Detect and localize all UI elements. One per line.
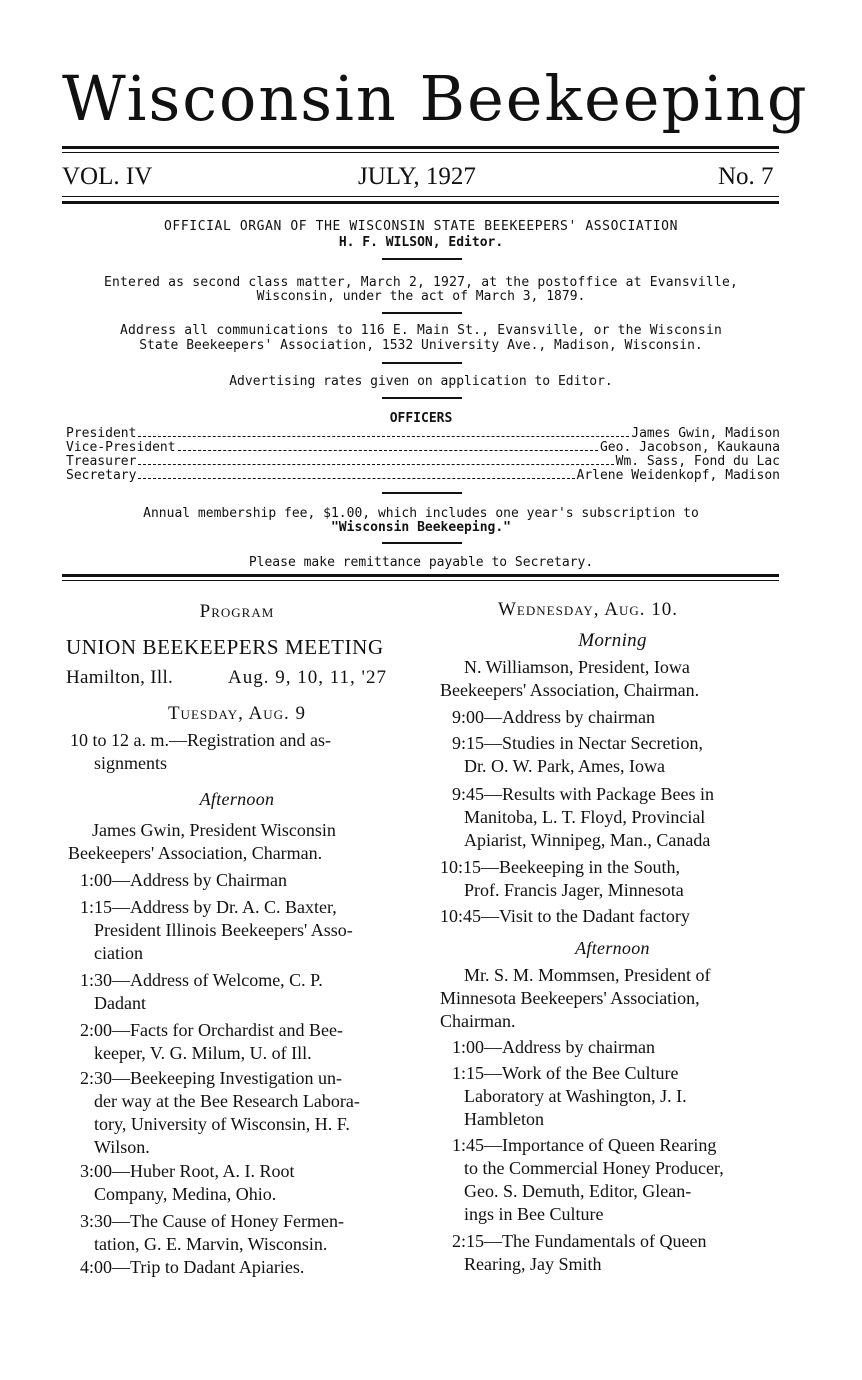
entry-line: Beekeepers' Association, Charman. bbox=[68, 843, 323, 863]
entry-line: Company, Medina, Ohio. bbox=[94, 1184, 277, 1204]
tuesday-heading: Tuesday, Aug. 9 bbox=[167, 703, 307, 724]
entry-line: Laboratory at Washington, J. I. bbox=[464, 1086, 687, 1106]
advertising-line: Advertising rates given on application to Editor. bbox=[229, 374, 613, 389]
issue-number: No. 7 bbox=[718, 163, 774, 190]
program-heading: Program bbox=[199, 601, 275, 622]
program-item bbox=[80, 1019, 343, 1065]
entry-line: 10:15—Beekeeping in the South, bbox=[440, 857, 680, 877]
entry-line: James Gwin, President Wisconsin bbox=[92, 820, 336, 840]
official-organ-line: OFFICIAL ORGAN OF THE WISCONSIN STATE BEEKEEPERS' ASSOCIATION bbox=[163, 219, 679, 234]
officer-row bbox=[66, 441, 780, 454]
program-item bbox=[452, 732, 703, 778]
program-item bbox=[80, 896, 353, 965]
entry-line: ciation bbox=[94, 943, 143, 963]
program-item bbox=[80, 969, 323, 1015]
officer-name: Arlene Weidenkopf, Madison bbox=[576, 468, 780, 483]
entry-line: ings in Bee Culture bbox=[464, 1204, 604, 1224]
entry-line: der way at the Bee Research Labora- bbox=[94, 1091, 360, 1111]
meeting-heading: UNION BEEKEEPERS MEETING bbox=[66, 635, 384, 659]
program-item bbox=[452, 1230, 706, 1276]
entry-line: President Illinois Beekeepers' Asso- bbox=[94, 920, 353, 940]
address-line-1: Address all communications to 116 E. Main St., Evansville, or the Wisconsin bbox=[120, 323, 722, 338]
entry-line: to the Commercial Honey Producer, bbox=[464, 1158, 724, 1178]
entry-line: 2:00—Facts for Orchardist and Bee- bbox=[80, 1020, 343, 1040]
officers-heading: OFFICERS bbox=[389, 411, 453, 426]
program-item bbox=[452, 1036, 655, 1059]
entry-line: Apiarist, Winnipeg, Man., Canada bbox=[464, 830, 711, 850]
remittance-line: Please make remittance payable to Secretary. bbox=[248, 555, 594, 570]
program-item bbox=[452, 1062, 687, 1131]
entry-line: Manitoba, L. T. Floyd, Provincial bbox=[464, 807, 706, 827]
officer-name: Wm. Sass, Fond du Lac bbox=[615, 454, 780, 469]
wednesday-heading: Wednesday, Aug. 10. bbox=[498, 599, 678, 620]
program-item bbox=[80, 1067, 360, 1159]
entry-line: 2:15—The Fundamentals of Queen bbox=[452, 1231, 707, 1251]
entry-line: Wilson. bbox=[94, 1137, 150, 1157]
divider bbox=[382, 362, 462, 364]
officer-role: Treasurer bbox=[66, 454, 137, 469]
officer-row bbox=[66, 469, 780, 482]
entry-line: 10 to 12 a. m.—Registration and as- bbox=[70, 730, 331, 750]
divider bbox=[382, 397, 462, 399]
chair-entry bbox=[68, 819, 413, 865]
entry-line: Mr. S. M. Mommsen, President of bbox=[464, 965, 711, 985]
divider bbox=[382, 492, 462, 494]
entry-line-2: Wisconsin, under the act of March 3, 1879. bbox=[256, 289, 586, 304]
entry-line: 1:45—Importance of Queen Rearing bbox=[452, 1135, 717, 1155]
entry-line: Beekeepers' Association, Chairman. bbox=[440, 680, 700, 700]
program-item bbox=[80, 1210, 344, 1256]
entry-line: keeper, V. G. Milum, U. of Ill. bbox=[94, 1043, 312, 1063]
entry-line-1: Entered as second class matter, March 2, 1927, at the postoffice at Evansville, bbox=[103, 275, 739, 290]
officer-row bbox=[66, 427, 780, 440]
entry-line: signments bbox=[94, 753, 168, 773]
entry-line: Rearing, Jay Smith bbox=[464, 1254, 602, 1274]
entry-line: 1:00—Address by chairman bbox=[452, 1037, 655, 1057]
program-item bbox=[440, 856, 684, 902]
program-item bbox=[452, 783, 714, 852]
divider bbox=[382, 542, 462, 544]
entry-line: 9:45—Results with Package Bees in bbox=[452, 784, 714, 804]
divider bbox=[382, 258, 462, 260]
volume-label: VOL. IV bbox=[62, 163, 153, 190]
registration-entry bbox=[70, 729, 415, 775]
issue-date: JULY, 1927 bbox=[358, 163, 476, 190]
masthead-rule-bottom-thin bbox=[62, 196, 779, 197]
officer-role: Secretary bbox=[66, 468, 137, 483]
entry-line: 1:15—Address by Dr. A. C. Baxter, bbox=[80, 897, 337, 917]
entry-line: tory, University of Wisconsin, H. F. bbox=[94, 1114, 350, 1134]
address-line-2: State Beekeepers' Association, 1532 University Ave., Madison, Wisconsin. bbox=[139, 338, 703, 353]
entry-line: tation, G. E. Marvin, Wisconsin. bbox=[94, 1234, 328, 1254]
entry-line: 3:30—The Cause of Honey Fermen- bbox=[80, 1211, 344, 1231]
masthead-rule-bottom bbox=[62, 201, 779, 204]
officer-name: Geo. Jacobson, Kaukauna bbox=[599, 440, 780, 455]
program-item bbox=[80, 1160, 295, 1206]
editor-line: H. F. WILSON, Editor. bbox=[338, 235, 504, 250]
afternoon-heading: Afternoon bbox=[199, 789, 275, 809]
entry-line: Dadant bbox=[94, 993, 146, 1013]
program-item bbox=[80, 869, 287, 892]
meeting-place: Hamilton, Ill. bbox=[66, 667, 174, 688]
section-rule-thin bbox=[62, 580, 779, 581]
program-item bbox=[80, 1256, 304, 1279]
officer-role: President bbox=[66, 426, 137, 441]
divider bbox=[382, 312, 462, 314]
journal-title: Wisconsin Beekeeping bbox=[62, 62, 809, 135]
officer-name: James Gwin, Madison bbox=[631, 426, 780, 441]
afternoon-chair-entry bbox=[440, 964, 711, 1033]
program-item bbox=[440, 905, 690, 928]
entry-line: Hambleton bbox=[464, 1109, 544, 1129]
entry-line: Prof. Francis Jager, Minnesota bbox=[464, 880, 684, 900]
meeting-dates: Aug. 9, 10, 11, '27 bbox=[228, 667, 387, 688]
entry-line: 4:00—Trip to Dadant Apiaries. bbox=[80, 1257, 305, 1277]
officer-role: Vice-President bbox=[66, 440, 176, 455]
entry-line: 3:00—Huber Root, A. I. Root bbox=[80, 1161, 295, 1181]
membership-fee-line-1: Annual membership fee, $1.00, which includes one year's subscription to bbox=[143, 506, 699, 521]
masthead-rule-top bbox=[62, 146, 779, 149]
entry-line: 1:30—Address of Welcome, C. P. bbox=[80, 970, 323, 990]
membership-fee-line-2: "Wisconsin Beekeeping." bbox=[330, 520, 511, 535]
masthead-rule-top-thin bbox=[62, 152, 779, 153]
program-item bbox=[452, 706, 655, 729]
entry-line: Dr. O. W. Park, Ames, Iowa bbox=[464, 756, 665, 776]
officer-row bbox=[66, 455, 780, 468]
entry-line: 9:00—Address by chairman bbox=[452, 707, 655, 727]
entry-line: 10:45—Visit to the Dadant factory bbox=[440, 906, 690, 926]
afternoon-heading-right: Afternoon bbox=[575, 938, 650, 958]
entry-line: 2:30—Beekeeping Investigation un- bbox=[80, 1068, 342, 1088]
entry-line: 9:15—Studies in Nectar Secretion, bbox=[452, 733, 703, 753]
entry-line: 1:15—Work of the Bee Culture bbox=[452, 1063, 679, 1083]
program-item bbox=[452, 1134, 724, 1226]
entry-line: 1:00—Address by Chairman bbox=[80, 870, 287, 890]
morning-chair-entry bbox=[440, 656, 699, 702]
entry-line: Minnesota Beekeepers' Association, bbox=[440, 988, 700, 1008]
entry-line: N. Williamson, President, Iowa bbox=[464, 657, 690, 677]
entry-line: Geo. S. Demuth, Editor, Glean- bbox=[464, 1181, 692, 1201]
entry-line: Chairman. bbox=[440, 1011, 516, 1031]
morning-heading: Morning bbox=[578, 630, 647, 651]
section-rule-thick bbox=[62, 574, 779, 577]
